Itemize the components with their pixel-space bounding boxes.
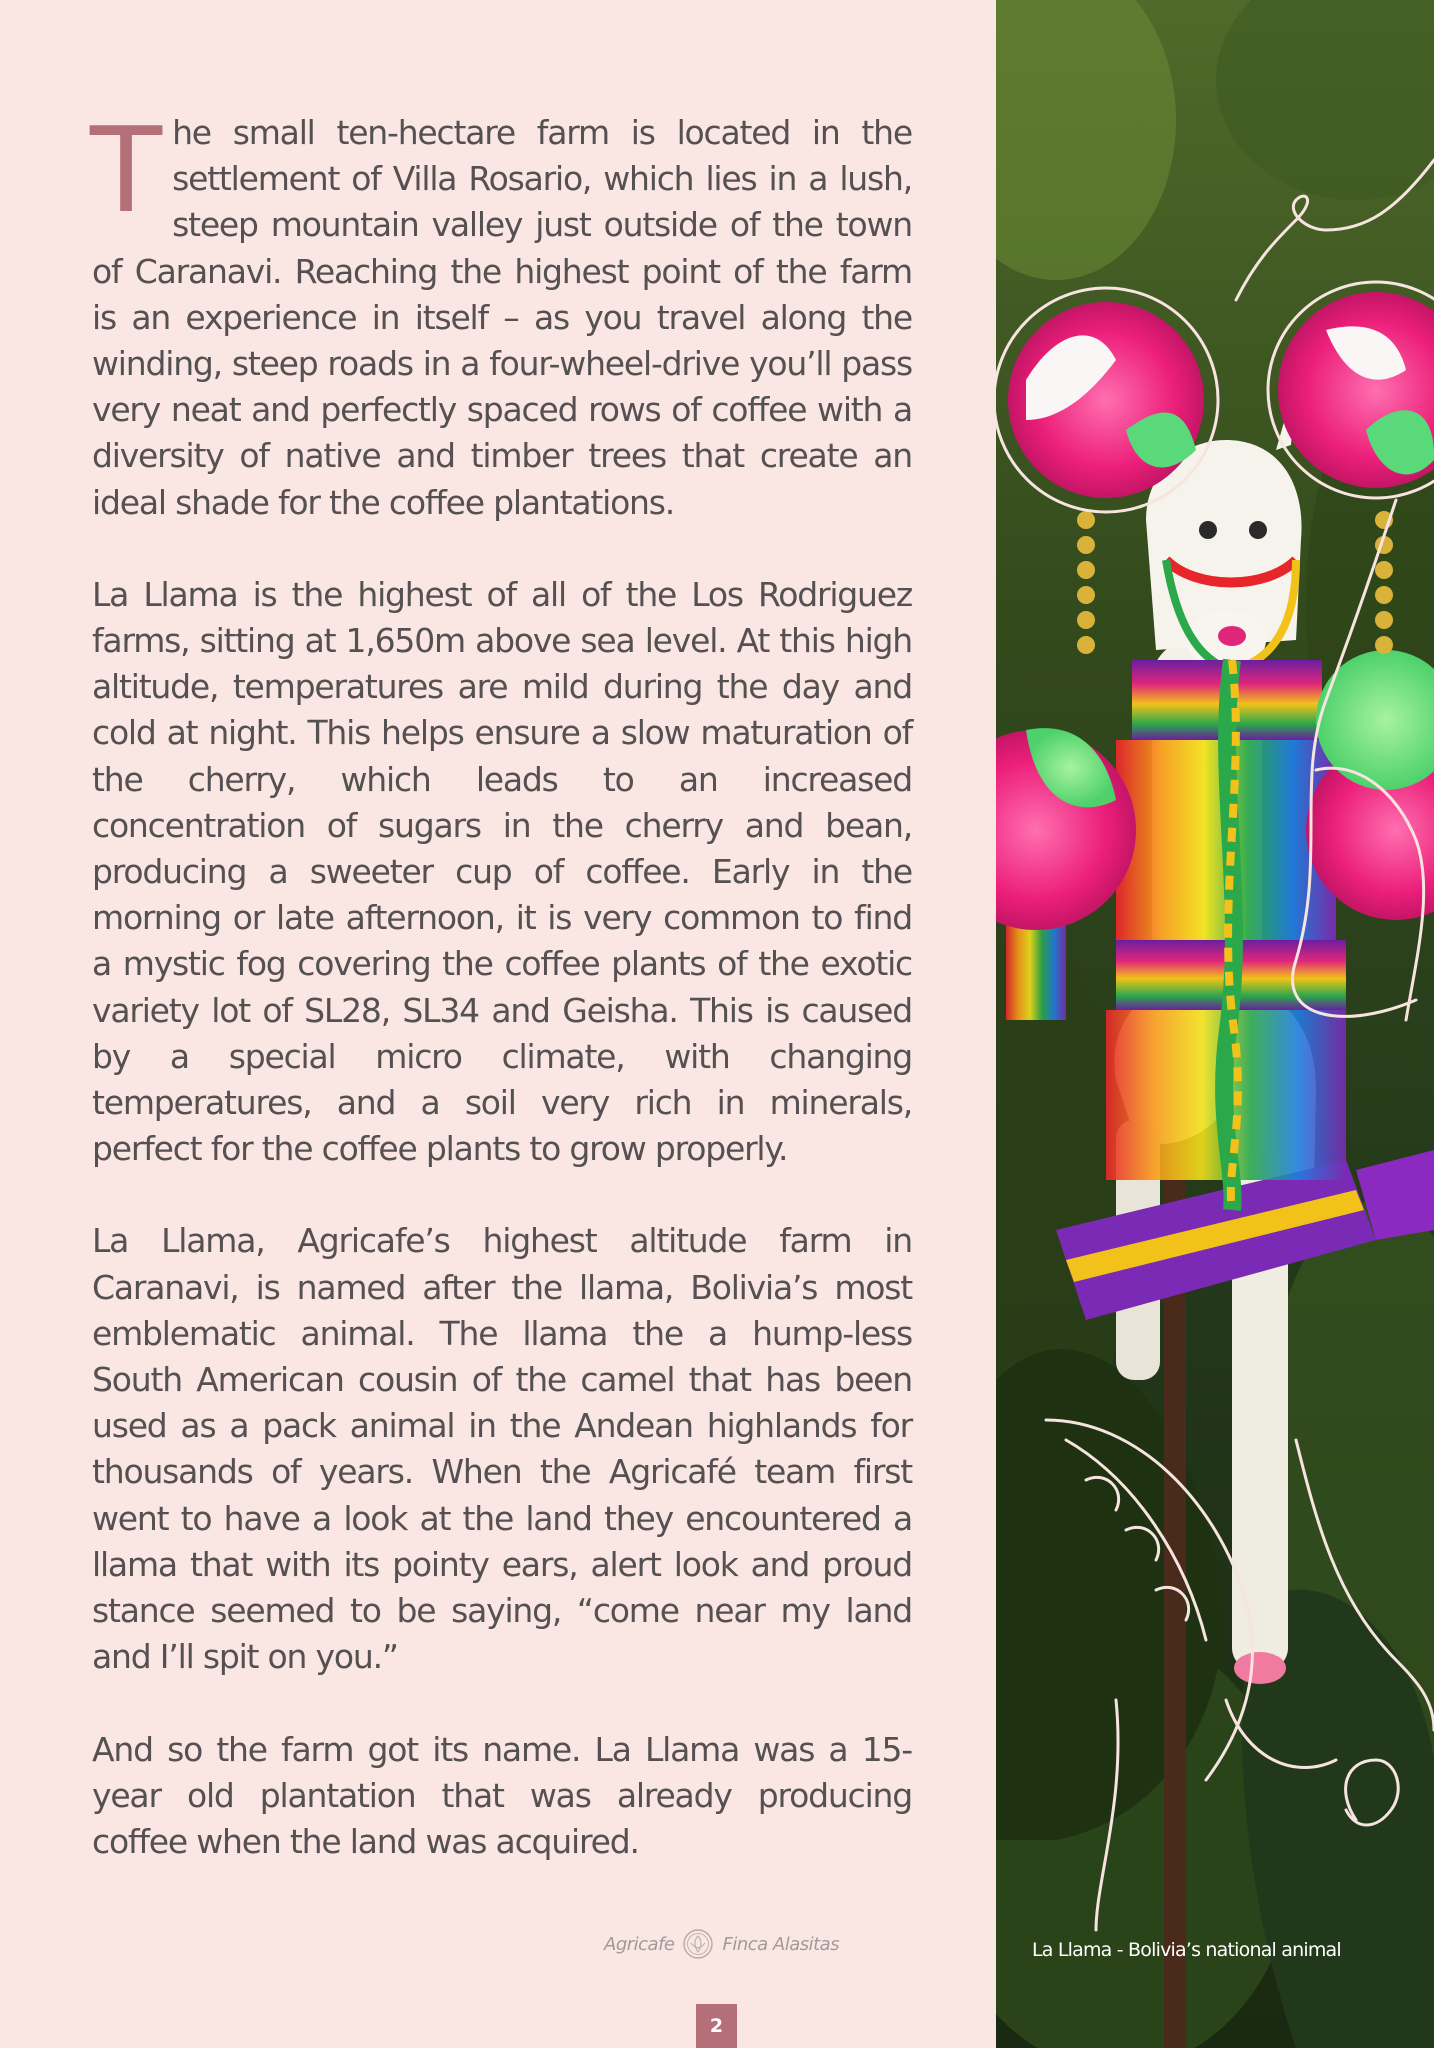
paragraph-2: La Llama is the highest of all of the Los Rodriguez farms, sitting at 1,650m above sea level. At this high altitude, temperatures are mild during the day and cold at night. This helps ensure a slow maturation of the cherry, which leads to an increased concentration of sugars in the cherry and bean, producing a sweeter cup of coffee. Early in the morning or late afternoon, it is very common to find a mystic fog covering the coffee plants of the exotic variety lot of SL28, SL34 and Geisha. This is caused by a special micro climate, with changing temperatures, and a soil very rich in minerals, perfect for the coffee plants to grow properly. [92, 574, 912, 1169]
paragraph-4: And so the farm got its name. La Llama was a 15-year old plantation that was already producing coffee when the land was acquired. [92, 1729, 912, 1861]
paragraph-1-text: he small ten-hectare farm is located in the settlement of Villa Rosario, which lies in a lush, steep mountain valley just outside of the town of Caranavi. Reaching the highest point of the farm is an experience in itself – as you travel along the winding, steep roads in a four-wheel-drive you’ll pass very neat and perfectly spaced rows of coffee with a diversity of native and timber trees that create an ideal shade for the coffee plantations. [92, 113, 912, 522]
brand-agricafe: Agricafe [604, 1933, 675, 1955]
page-number: 2 [696, 2004, 737, 2048]
footer-brand [604, 1928, 839, 1960]
photo-caption: La Llama - Bolivia’s national animal [1032, 1939, 1341, 1961]
llama-photo [996, 0, 1434, 2048]
brand-finca-alasitas: Finca Alasitas [722, 1933, 840, 1955]
paragraph-1 [90, 101, 912, 526]
crest-emblem-icon [682, 1928, 714, 1960]
article-body [90, 101, 912, 1911]
drop-cap: T [90, 101, 163, 239]
paragraph-3: La Llama, Agricafe’s highest altitude farm in Caranavi, is named after the llama, Bolivia’s most emblematic animal. The llama the a hump-less South American cousin of the camel that has been used as a pack animal in the Andean highlands for thousands of years. When the Agricafé team first went to have a look at the land they encountered a llama that with its pointy ears, alert look and proud stance seemed to be saying, “come near my land and I’ll spit on you.” [92, 1221, 912, 1677]
